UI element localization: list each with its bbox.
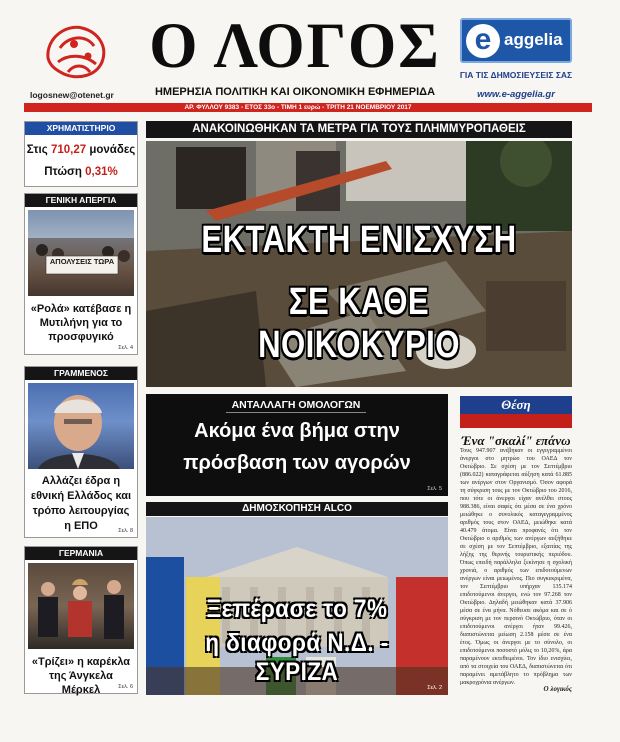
market-box[interactable]: [24, 121, 138, 187]
germany-page-ref: Σελ. 6: [118, 684, 133, 690]
strike-box[interactable]: [24, 193, 138, 355]
market-index-value: 710,27: [50, 144, 87, 156]
eaggelia-logo-letter: e: [466, 24, 500, 58]
eaggelia-logo-word: aggelia: [504, 30, 563, 49]
strike-header: ΓΕΝΙΚΗ ΑΠΕΡΓΙΑ: [25, 194, 137, 207]
issue-line: ΑΡ. ΦΥΛΛΟΥ 9383 - ΕΤΟΣ 33ο - ΤΙΜΗ 1 ευρώ - ΤΡΙΤΗ 21 ΝΟΕΜΒΡΙΟΥ 2017: [148, 103, 448, 112]
bonds-band: ΑΝΤΑΛΛΑΓΗ ΟΜΟΛΟΓΩΝ: [226, 398, 366, 413]
strike-page-ref: Σελ. 4: [118, 345, 133, 351]
bonds-story[interactable]: [146, 394, 448, 496]
opinion-rule: [460, 414, 572, 428]
germany-photo: [28, 563, 134, 649]
lead-photo[interactable]: [146, 141, 572, 387]
eaggelia-tagline: ΓΙΑ ΤΙΣ ΔΗΜΟΣΙΕΥΣΕΙΣ ΣΑΣ: [459, 70, 573, 80]
market-line1-prefix: Στις: [26, 144, 48, 156]
poll-band: ΔΗΜΟΣΚΟΠΗΣΗ ALCO: [146, 502, 448, 516]
market-line1-suffix: μονάδες: [89, 144, 136, 156]
strike-banner-text: ΑΠΟΛΥΣΕΙΣ ΤΩΡΑ: [49, 257, 115, 266]
newspaper-subtitle: ΗΜΕΡΗΣΙΑ ΠΟΛΙΤΙΚΗ ΚΑΙ ΟΙΚΟΝΟΜΙΚΗ ΕΦΗΜΕΡΙΔΑ: [154, 86, 436, 98]
grammenos-page-ref: Σελ. 8: [118, 528, 133, 534]
poll-photo[interactable]: [146, 517, 448, 695]
lead-headline-line1: ΕΚΤΑΚΤΗ ΕΝΙΣΧΥΣΗ: [201, 219, 517, 261]
lead-headline-line2: ΣΕ ΚΑΘΕ ΝΟΙΚΟΚΥΡΙΟ: [258, 281, 460, 366]
market-change-value: 0,31%: [85, 166, 118, 178]
germany-box[interactable]: [24, 546, 138, 694]
bonds-headline-line2: πρόσβαση των αγορών: [183, 452, 411, 474]
eaggelia-url[interactable]: www.e-aggelia.gr: [477, 89, 555, 100]
logo-emblem-icon: [38, 18, 116, 86]
opinion-signature: Ο λογικός: [543, 685, 572, 693]
opinion-header: Θέση: [460, 396, 572, 414]
grammenos-photo: [28, 383, 134, 469]
opinion-title[interactable]: Ένα "σκαλί" επάνω: [461, 433, 571, 448]
grammenos-caption: Αλλάζει έδρα η εθνική Ελλάδος και τρόπο λειτουργίας η ΕΠΟ: [30, 475, 132, 532]
contact-email[interactable]: logosnew@otenet.gr: [30, 90, 114, 100]
poll-headline-line1: Ξεπέρασε το 7%: [206, 595, 388, 623]
newspaper-title: Ο ΛΟΓΟΣ: [149, 10, 441, 82]
market-line2-prefix: Πτώση: [44, 166, 82, 178]
germany-header: ΓΕΡΜΑΝΙΑ: [25, 547, 137, 560]
strike-photo: [28, 210, 134, 296]
opinion-body: Τους 947.907 ανέβηκαν οι εγγεγραμμένοι άνεργοι στο μητρώο του ΟΑΕΔ τον Οκτώβριο. Σε σχέση με τον Σεπτέμβριο (886.022) καταγράφεται αύξηση κατά 61.885 των ανέργων στον Οργανισμό. Όσον αφορά τη σύγκριση τους με τον Οκτώβριο του 2016, που τότε οι άνεργοι είχαν ανέλθει στους 988.386, είναι σαφές ότι μέσα σε ένα χρόνο μειώθηκε ο συνολικός καταγεγραμμένος αριθμός τους στον ΟΑΕΔ, μειώθηκε κατά 40.479 άτομα. Είναι προφανές ότι τον Οκτώβριο ο αριθμός των ανέργων αυξήθηκε σε σχέση με τον Σεπτέμβριο, εξαιτίας της λήξης της θερινής τουριστικής περιόδου. Όπως επειδή παράλληλα ξεκίνησε η σχολική χρονιά, ο αριθμός των επιδοτούμενων ανέργων είναι μειωμένος. Πιο συγκεκριμένα, τον Σεπτέμβριο υπήρχαν 135.174 επιδοτούμενοι άνεργοι, ενώ τον 97.268 τον Οκτώβριο. Δηλαδή μειώθηκαν κατά 37.906 μέσα σε ένα μήνα. Νόθευσε ακόμα και σε ό σύγκριση με τον περσινό Οκτώβριο, όταν οι επιδοτούμενοι ανέργοι ήταν 99.426, διαπιστώνεται μείωση 2.158 μέσα σε ένα έτος. Όμως οι άνεργοι με το σύνολο, οι επιδοτούμενοι ποσοστό μόλις το 10,26%, άρα παραμένουν εκτεθειμένοι. Τον ίδιο ενισχύει, από τα στοιχεία του ΟΑΕΔ, διαπιστώνεται ότι παραμένει αμετάβλητο το πρόβλημα των μακροχρόνια ανέργων.: [460, 448, 572, 685]
bonds-headline-line1: Ακόμα ένα βήμα στην: [194, 420, 400, 442]
market-line2: [25, 165, 137, 180]
grammenos-box[interactable]: [24, 366, 138, 538]
market-line1: [25, 143, 137, 158]
lead-band: ΑΝΑΚΟΙΝΩΘΗΚΑΝ ΤΑ ΜΕΤΡΑ ΓΙΑ ΤΟΥΣ ΠΛΗΜΜΥΡΟΠΑΘΕΙΣ: [146, 121, 572, 138]
market-header: ΧΡΗΜΑΤΙΣΤΗΡΙΟ: [25, 122, 137, 135]
strike-caption: «Ρολά» κατέβασε η Μυτιλήνη για το προσφυγικό: [30, 303, 132, 343]
eaggelia-ad[interactable]: [460, 18, 572, 63]
germany-caption: «Τρίζει» η καρέκλα της Άνγκελα Μέρκελ: [31, 656, 131, 696]
poll-page-ref: Σελ. 2: [427, 685, 442, 691]
grammenos-header: ΓΡΑΜΜΕΝΟΣ: [25, 367, 137, 380]
bonds-page-ref: Σελ. 5: [427, 486, 442, 492]
poll-headline-line2: η διαφορά Ν.Δ. - ΣΥΡΙΖΑ: [205, 629, 389, 686]
